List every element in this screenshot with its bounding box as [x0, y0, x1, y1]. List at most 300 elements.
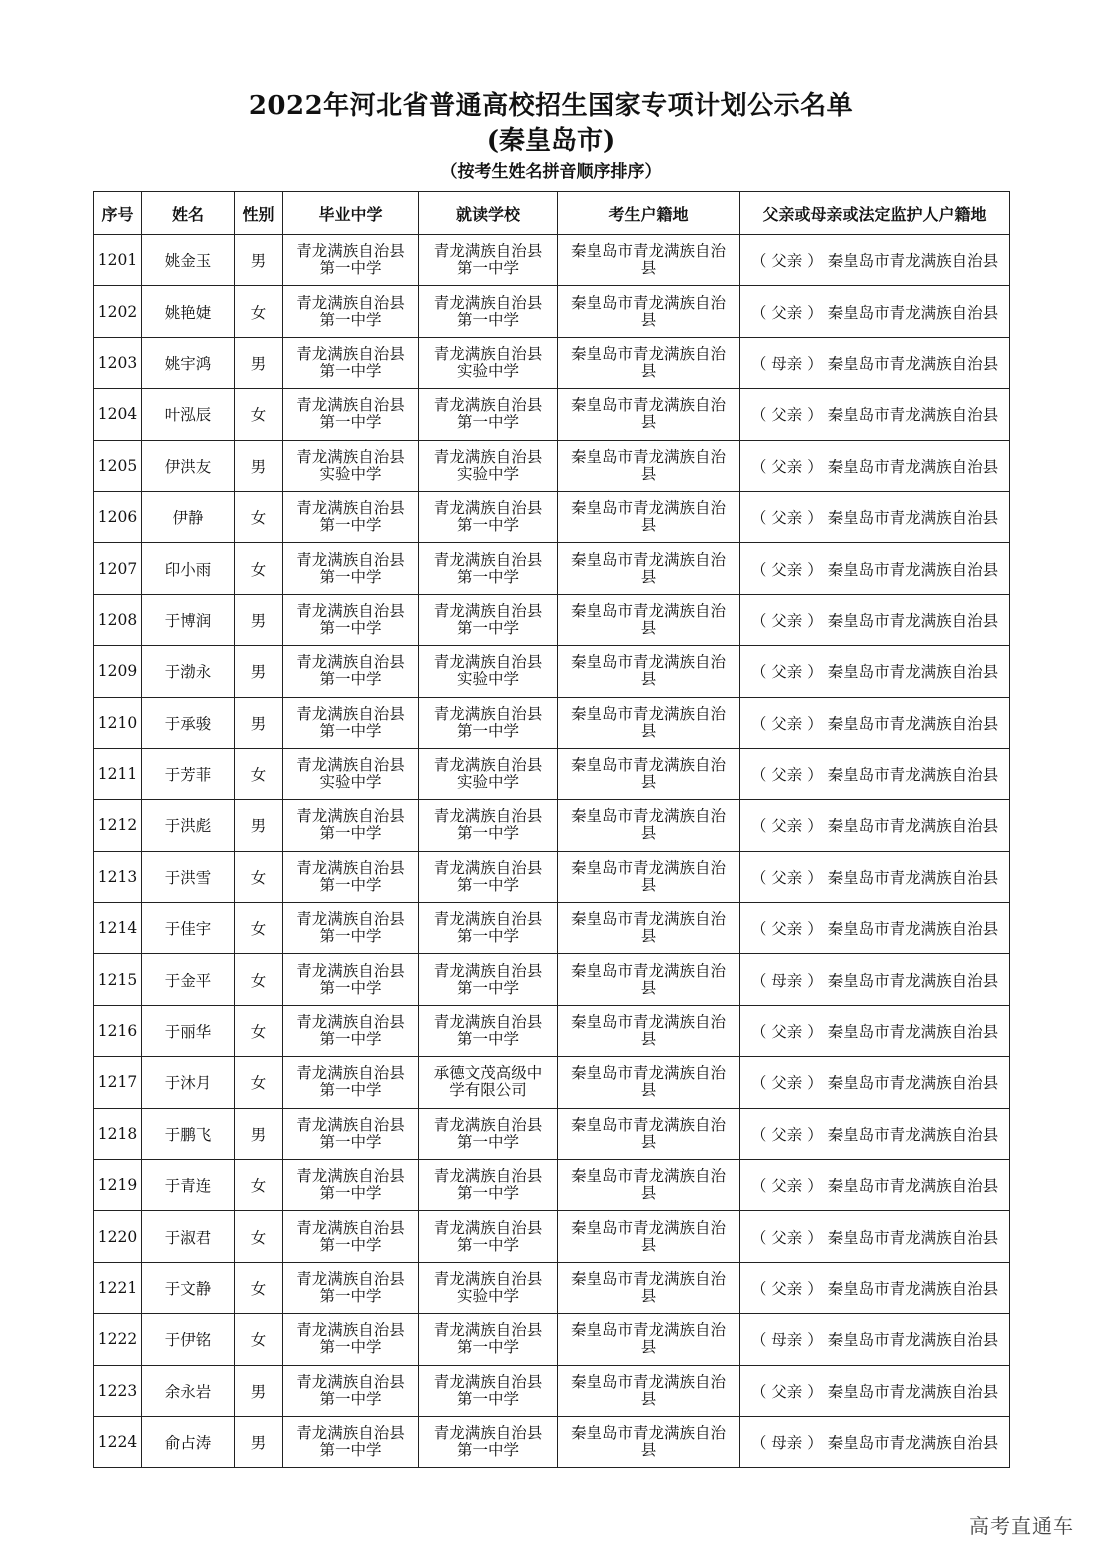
- cell-residence-line: 县: [640, 310, 657, 329]
- cell-residence: [558, 440, 740, 491]
- cell-grad-school-line: 第一中学: [319, 670, 382, 689]
- cell-current-school-line: 第一中学: [456, 259, 519, 278]
- cell-grad-school-line: 青龙满族自治县: [296, 961, 405, 980]
- cell-name: 于淑君: [142, 1211, 235, 1262]
- cell-grad-school-line: 第一中学: [319, 1030, 382, 1049]
- cell-seq: 1217: [94, 1057, 142, 1108]
- cell-residence: [558, 697, 740, 748]
- table-row: [94, 1057, 1010, 1108]
- cell-grad-school-line: 青龙满族自治县: [296, 910, 405, 929]
- cell-residence-line: 县: [640, 1030, 657, 1049]
- cell-current-school: [419, 903, 558, 954]
- cell-current-school-line: 青龙满族自治县: [433, 499, 543, 518]
- cell-gender: 男: [235, 594, 283, 645]
- cell-grad-school: [283, 851, 419, 902]
- header-gender: 性别: [235, 192, 283, 235]
- cell-current-school-line: 第一中学: [456, 567, 519, 586]
- cell-grad-school: [283, 748, 419, 799]
- cell-grad-school-line: 青龙满族自治县: [296, 447, 405, 466]
- cell-residence-line: 秦皇岛市青龙满族自治: [570, 1372, 726, 1391]
- cell-seq: 1210: [94, 697, 142, 748]
- cell-current-school: [419, 1005, 558, 1056]
- cell-current-school-line: 第一中学: [456, 824, 519, 843]
- cell-guardian-residence: （ 父亲 ） 秦皇岛市青龙满族自治县: [740, 1160, 1010, 1211]
- cell-name: 于芳菲: [142, 748, 235, 799]
- cell-residence-line: 县: [640, 670, 657, 689]
- cell-gender: 女: [235, 1314, 283, 1365]
- cell-seq: 1218: [94, 1108, 142, 1159]
- cell-grad-school: [283, 1160, 419, 1211]
- cell-current-school-line: 青龙满族自治县: [433, 1424, 543, 1443]
- table-row: [94, 800, 1010, 851]
- cell-seq: 1202: [94, 286, 142, 337]
- cell-grad-school: [283, 1416, 419, 1467]
- cell-residence: [558, 954, 740, 1005]
- cell-gender: 女: [235, 1160, 283, 1211]
- cell-current-school-line: 第一中学: [456, 978, 519, 997]
- cell-gender: 男: [235, 235, 283, 286]
- cell-current-school-line: 青龙满族自治县: [433, 704, 543, 723]
- cell-grad-school: [283, 594, 419, 645]
- cell-residence-line: 秦皇岛市青龙满族自治: [570, 344, 726, 363]
- cell-seq: 1206: [94, 491, 142, 542]
- cell-name: 于丽华: [142, 1005, 235, 1056]
- source-watermark: 高考直通车: [969, 1514, 1074, 1538]
- table-row: [94, 440, 1010, 491]
- cell-residence: [558, 903, 740, 954]
- cell-grad-school-line: 青龙满族自治县: [296, 242, 405, 261]
- cell-grad-school-line: 青龙满族自治县: [296, 1372, 405, 1391]
- cell-grad-school-line: 第一中学: [319, 978, 382, 997]
- cell-residence-line: 县: [640, 259, 657, 278]
- cell-residence: [558, 646, 740, 697]
- table-row: [94, 748, 1010, 799]
- cell-seq: 1211: [94, 748, 142, 799]
- cell-current-school-line: 实验中学: [456, 773, 519, 792]
- cell-guardian-residence: （ 父亲 ） 秦皇岛市青龙满族自治县: [740, 851, 1010, 902]
- cell-grad-school: [283, 800, 419, 851]
- cell-seq: 1214: [94, 903, 142, 954]
- cell-current-school: [419, 1057, 558, 1108]
- table-row: [94, 389, 1010, 440]
- cell-grad-school-line: 青龙满族自治县: [296, 1115, 405, 1134]
- cell-current-school-line: 第一中学: [456, 413, 519, 432]
- cell-name: 于文静: [142, 1262, 235, 1313]
- cell-name: 伊洪友: [142, 440, 235, 491]
- document-header: [0, 88, 1102, 184]
- cell-gender: 女: [235, 543, 283, 594]
- cell-current-school-line: 第一中学: [456, 618, 519, 637]
- cell-residence-line: 秦皇岛市青龙满族自治: [570, 1321, 726, 1340]
- page-subtitle: (秦皇岛市): [486, 126, 616, 156]
- table-row: [94, 1108, 1010, 1159]
- cell-current-school: [419, 1365, 558, 1416]
- cell-gender: 女: [235, 851, 283, 902]
- cell-grad-school-line: 第一中学: [319, 927, 382, 946]
- cell-residence-line: 秦皇岛市青龙满族自治: [570, 499, 726, 518]
- cell-gender: 女: [235, 1262, 283, 1313]
- cell-residence-line: 秦皇岛市青龙满族自治: [570, 396, 726, 415]
- cell-grad-school-line: 青龙满族自治县: [296, 1064, 405, 1083]
- header-grad-school: 毕业中学: [283, 192, 419, 235]
- table-row: [94, 646, 1010, 697]
- cell-residence-line: 秦皇岛市青龙满族自治: [570, 961, 726, 980]
- cell-current-school-line: 青龙满族自治县: [433, 807, 543, 826]
- cell-seq: 1207: [94, 543, 142, 594]
- cell-seq: 1204: [94, 389, 142, 440]
- cell-current-school-line: 青龙满族自治县: [433, 1270, 543, 1288]
- cell-seq: 1223: [94, 1365, 142, 1416]
- cell-grad-school-line: 第一中学: [319, 618, 382, 637]
- cell-current-school: [419, 646, 558, 697]
- cell-grad-school: [283, 286, 419, 337]
- cell-gender: 男: [235, 440, 283, 491]
- cell-residence-line: 县: [640, 927, 657, 946]
- table-row: [94, 1365, 1010, 1416]
- cell-grad-school: [283, 440, 419, 491]
- cell-seq: 1224: [94, 1416, 142, 1467]
- cell-grad-school-line: 青龙满族自治县: [296, 293, 405, 312]
- cell-grad-school: [283, 337, 419, 388]
- cell-current-school: [419, 1108, 558, 1159]
- cell-name: 印小雨: [142, 543, 235, 594]
- table-row: [94, 1005, 1010, 1056]
- cell-seq: 1222: [94, 1314, 142, 1365]
- cell-current-school: [419, 594, 558, 645]
- cell-residence-line: 秦皇岛市青龙满族自治: [570, 704, 726, 723]
- cell-grad-school-line: 第一中学: [319, 1287, 382, 1305]
- cell-gender: 男: [235, 697, 283, 748]
- cell-residence: [558, 491, 740, 542]
- cell-residence-line: 县: [640, 721, 657, 740]
- cell-current-school-line: 青龙满族自治县: [433, 1218, 543, 1237]
- cell-gender: 女: [235, 748, 283, 799]
- cell-current-school-line: 第一中学: [456, 1441, 519, 1460]
- cell-guardian-residence: （ 父亲 ） 秦皇岛市青龙满族自治县: [740, 1211, 1010, 1262]
- cell-grad-school-line: 青龙满族自治县: [296, 704, 405, 723]
- cell-seq: 1216: [94, 1005, 142, 1056]
- cell-name: 于佳宇: [142, 903, 235, 954]
- cell-residence: [558, 543, 740, 594]
- cell-seq: 1208: [94, 594, 142, 645]
- cell-residence-line: 县: [640, 361, 657, 380]
- cell-grad-school-line: 第一中学: [319, 1338, 382, 1357]
- roster-table: [93, 191, 1010, 1468]
- cell-current-school-line: 第一中学: [456, 875, 519, 894]
- table-row: [94, 1160, 1010, 1211]
- cell-residence: [558, 1211, 740, 1262]
- cell-current-school: [419, 1262, 558, 1313]
- cell-name: 于伊铭: [142, 1314, 235, 1365]
- cell-guardian-residence: （ 父亲 ） 秦皇岛市青龙满族自治县: [740, 286, 1010, 337]
- cell-guardian-residence: （ 父亲 ） 秦皇岛市青龙满族自治县: [740, 1057, 1010, 1108]
- cell-guardian-residence: （ 父亲 ） 秦皇岛市青龙满族自治县: [740, 903, 1010, 954]
- cell-residence-line: 秦皇岛市青龙满族自治: [570, 601, 726, 620]
- cell-seq: 1221: [94, 1262, 142, 1313]
- cell-seq: 1203: [94, 337, 142, 388]
- cell-guardian-residence: （ 父亲 ） 秦皇岛市青龙满族自治县: [740, 1108, 1010, 1159]
- cell-residence-line: 秦皇岛市青龙满族自治: [570, 756, 726, 775]
- cell-guardian-residence: （ 父亲 ） 秦皇岛市青龙满族自治县: [740, 646, 1010, 697]
- cell-grad-school-line: 青龙满族自治县: [296, 1218, 405, 1237]
- cell-residence-line: 县: [640, 516, 657, 535]
- cell-gender: 男: [235, 646, 283, 697]
- cell-name: 于洪雪: [142, 851, 235, 902]
- cell-gender: 女: [235, 954, 283, 1005]
- cell-current-school-line: 第一中学: [456, 310, 519, 329]
- cell-name: 于博润: [142, 594, 235, 645]
- cell-gender: 女: [235, 1057, 283, 1108]
- cell-current-school-line: 实验中学: [456, 361, 519, 380]
- cell-current-school-line: 实验中学: [456, 670, 519, 689]
- cell-grad-school-line: 青龙满族自治县: [296, 550, 405, 569]
- cell-current-school-line: 青龙满族自治县: [433, 1013, 543, 1032]
- cell-current-school-line: 第一中学: [456, 721, 519, 740]
- cell-current-school-line: 青龙满族自治县: [433, 550, 543, 569]
- table-row: [94, 286, 1010, 337]
- cell-residence-line: 秦皇岛市青龙满族自治: [570, 1424, 726, 1443]
- cell-current-school: [419, 748, 558, 799]
- cell-grad-school-line: 青龙满族自治县: [296, 344, 405, 363]
- cell-residence-line: 县: [640, 1287, 657, 1305]
- cell-grad-school: [283, 697, 419, 748]
- cell-residence-line: 秦皇岛市青龙满族自治: [570, 242, 726, 261]
- cell-grad-school-line: 第一中学: [319, 413, 382, 432]
- cell-residence: [558, 1005, 740, 1056]
- cell-gender: 女: [235, 903, 283, 954]
- cell-grad-school-line: 青龙满族自治县: [296, 756, 405, 775]
- table-row: [94, 954, 1010, 1005]
- table-row: [94, 851, 1010, 902]
- cell-grad-school-line: 第一中学: [319, 259, 382, 278]
- cell-residence-line: 县: [640, 824, 657, 843]
- cell-grad-school-line: 第一中学: [319, 310, 382, 329]
- cell-guardian-residence: （ 父亲 ） 秦皇岛市青龙满族自治县: [740, 748, 1010, 799]
- cell-residence-line: 县: [640, 1132, 657, 1151]
- cell-residence-line: 秦皇岛市青龙满族自治: [570, 807, 726, 826]
- cell-current-school: [419, 235, 558, 286]
- cell-gender: 女: [235, 1005, 283, 1056]
- cell-name: 于渤永: [142, 646, 235, 697]
- cell-seq: 1205: [94, 440, 142, 491]
- cell-residence: [558, 389, 740, 440]
- cell-residence: [558, 851, 740, 902]
- cell-guardian-residence: （ 母亲 ） 秦皇岛市青龙满族自治县: [740, 337, 1010, 388]
- cell-grad-school: [283, 1005, 419, 1056]
- cell-guardian-residence: （ 父亲 ） 秦皇岛市青龙满族自治县: [740, 543, 1010, 594]
- cell-name: 伊静: [142, 491, 235, 542]
- cell-current-school: [419, 851, 558, 902]
- cell-residence-line: 秦皇岛市青龙满族自治: [570, 447, 726, 466]
- cell-grad-school-line: 青龙满族自治县: [296, 1424, 405, 1443]
- cell-grad-school-line: 青龙满族自治县: [296, 1321, 405, 1340]
- roster-body: [94, 235, 1010, 1468]
- cell-current-school-line: 青龙满族自治县: [433, 1372, 543, 1391]
- cell-current-school-line: 青龙满族自治县: [433, 242, 543, 261]
- cell-residence-line: 县: [640, 567, 657, 586]
- cell-gender: 男: [235, 1416, 283, 1467]
- cell-guardian-residence: （ 父亲 ） 秦皇岛市青龙满族自治县: [740, 440, 1010, 491]
- cell-seq: 1213: [94, 851, 142, 902]
- cell-current-school-line: 青龙满族自治县: [433, 601, 543, 620]
- cell-current-school-line: 第一中学: [456, 927, 519, 946]
- cell-grad-school: [283, 1057, 419, 1108]
- cell-name: 姚艳婕: [142, 286, 235, 337]
- cell-grad-school: [283, 903, 419, 954]
- cell-name: 姚宇鸿: [142, 337, 235, 388]
- cell-name: 叶泓辰: [142, 389, 235, 440]
- cell-gender: 女: [235, 491, 283, 542]
- cell-grad-school-line: 青龙满族自治县: [296, 858, 405, 877]
- cell-name: 于金平: [142, 954, 235, 1005]
- cell-residence: [558, 286, 740, 337]
- cell-grad-school-line: 第一中学: [319, 1184, 382, 1203]
- cell-grad-school-line: 第一中学: [319, 1235, 382, 1254]
- cell-grad-school-line: 实验中学: [319, 773, 382, 792]
- cell-grad-school-line: 青龙满族自治县: [296, 499, 405, 518]
- cell-current-school: [419, 697, 558, 748]
- cell-current-school: [419, 440, 558, 491]
- cell-residence-line: 县: [640, 464, 657, 483]
- cell-grad-school-line: 青龙满族自治县: [296, 396, 405, 415]
- header-seq: 序号: [94, 192, 142, 235]
- cell-grad-school: [283, 1211, 419, 1262]
- cell-guardian-residence: （ 父亲 ） 秦皇岛市青龙满族自治县: [740, 697, 1010, 748]
- cell-residence-line: 县: [640, 1184, 657, 1203]
- cell-residence-line: 秦皇岛市青龙满族自治: [570, 1167, 726, 1186]
- cell-current-school-line: 青龙满族自治县: [433, 1115, 543, 1134]
- cell-name: 于洪彪: [142, 800, 235, 851]
- cell-current-school-line: 第一中学: [456, 1389, 519, 1408]
- table-row: [94, 1416, 1010, 1467]
- cell-residence-line: 秦皇岛市青龙满族自治: [570, 858, 726, 877]
- cell-current-school-line: 第一中学: [456, 1338, 519, 1357]
- cell-grad-school-line: 第一中学: [319, 516, 382, 535]
- table-row: [94, 337, 1010, 388]
- cell-current-school-line: 青龙满族自治县: [433, 344, 543, 363]
- cell-gender: 女: [235, 286, 283, 337]
- cell-current-school-line: 青龙满族自治县: [433, 910, 543, 929]
- cell-name: 俞占涛: [142, 1416, 235, 1467]
- cell-grad-school: [283, 389, 419, 440]
- cell-residence: [558, 594, 740, 645]
- cell-grad-school-line: 实验中学: [319, 464, 382, 483]
- cell-grad-school-line: 青龙满族自治县: [296, 1013, 405, 1032]
- table-row: [94, 235, 1010, 286]
- cell-seq: 1209: [94, 646, 142, 697]
- cell-current-school-line: 青龙满族自治县: [433, 293, 543, 312]
- cell-residence-line: 秦皇岛市青龙满族自治: [570, 1064, 726, 1083]
- table-row: [94, 543, 1010, 594]
- cell-grad-school-line: 第一中学: [319, 1132, 382, 1151]
- cell-current-school-line: 青龙满族自治县: [433, 447, 543, 466]
- cell-grad-school: [283, 1262, 419, 1313]
- cell-residence-line: 县: [640, 1338, 657, 1357]
- table-header-row: [94, 192, 1010, 235]
- cell-gender: 男: [235, 337, 283, 388]
- cell-residence-line: 秦皇岛市青龙满族自治: [570, 910, 726, 929]
- cell-residence: [558, 337, 740, 388]
- cell-grad-school: [283, 646, 419, 697]
- cell-grad-school-line: 青龙满族自治县: [296, 653, 405, 672]
- cell-guardian-residence: （ 父亲 ） 秦皇岛市青龙满族自治县: [740, 491, 1010, 542]
- cell-current-school-line: 青龙满族自治县: [433, 1167, 543, 1186]
- cell-gender: 男: [235, 1108, 283, 1159]
- cell-gender: 男: [235, 1365, 283, 1416]
- cell-grad-school-line: 青龙满族自治县: [296, 1270, 405, 1288]
- cell-residence: [558, 1416, 740, 1467]
- table-row: [94, 903, 1010, 954]
- cell-current-school-line: 第一中学: [456, 516, 519, 535]
- cell-current-school: [419, 1211, 558, 1262]
- cell-grad-school: [283, 543, 419, 594]
- cell-name: 于青连: [142, 1160, 235, 1211]
- cell-name: 于鹏飞: [142, 1108, 235, 1159]
- cell-guardian-residence: （ 父亲 ） 秦皇岛市青龙满族自治县: [740, 389, 1010, 440]
- cell-residence: [558, 1262, 740, 1313]
- header-current-school: 就读学校: [419, 192, 558, 235]
- cell-residence: [558, 235, 740, 286]
- cell-name: 姚金玉: [142, 235, 235, 286]
- cell-guardian-residence: （ 父亲 ） 秦皇岛市青龙满族自治县: [740, 235, 1010, 286]
- cell-current-school-line: 青龙满族自治县: [433, 858, 543, 877]
- cell-residence-line: 县: [640, 1389, 657, 1408]
- cell-grad-school: [283, 954, 419, 1005]
- cell-seq: 1215: [94, 954, 142, 1005]
- cell-current-school: [419, 389, 558, 440]
- cell-residence-line: 秦皇岛市青龙满族自治: [570, 1013, 726, 1032]
- table-row: [94, 1314, 1010, 1365]
- sort-note: （按考生姓名拼音顺序排序）: [440, 162, 662, 182]
- cell-residence-line: 县: [640, 1441, 657, 1460]
- cell-grad-school: [283, 235, 419, 286]
- cell-current-school-line: 青龙满族自治县: [433, 396, 543, 415]
- cell-current-school-line: 第一中学: [456, 1030, 519, 1049]
- cell-guardian-residence: （ 父亲 ） 秦皇岛市青龙满族自治县: [740, 1005, 1010, 1056]
- cell-current-school-line: 青龙满族自治县: [433, 1321, 543, 1340]
- cell-current-school: [419, 491, 558, 542]
- table-row: [94, 491, 1010, 542]
- cell-current-school-line: 实验中学: [456, 464, 519, 483]
- cell-grad-school-line: 第一中学: [319, 824, 382, 843]
- cell-gender: 男: [235, 800, 283, 851]
- header-guardian-residence: 父亲或母亲或法定监护人户籍地: [740, 192, 1010, 235]
- cell-grad-school-line: 第一中学: [319, 1389, 382, 1408]
- cell-seq: 1219: [94, 1160, 142, 1211]
- cell-current-school: [419, 543, 558, 594]
- cell-residence-line: 秦皇岛市青龙满族自治: [570, 653, 726, 672]
- page-title: 2022年河北省普通高校招生国家专项计划公示名单: [248, 91, 854, 121]
- cell-residence-line: 秦皇岛市青龙满族自治: [570, 293, 726, 312]
- header-name: 姓名: [142, 192, 235, 235]
- cell-grad-school-line: 青龙满族自治县: [296, 807, 405, 826]
- cell-current-school-line: 第一中学: [456, 1235, 519, 1254]
- cell-current-school-line: 青龙满族自治县: [433, 961, 543, 980]
- cell-grad-school-line: 第一中学: [319, 721, 382, 740]
- cell-current-school: [419, 337, 558, 388]
- cell-grad-school-line: 青龙满族自治县: [296, 1167, 405, 1186]
- cell-grad-school: [283, 1365, 419, 1416]
- cell-seq: 1201: [94, 235, 142, 286]
- cell-current-school-line: 青龙满族自治县: [433, 653, 543, 672]
- cell-guardian-residence: （ 父亲 ） 秦皇岛市青龙满族自治县: [740, 594, 1010, 645]
- cell-residence-line: 县: [640, 413, 657, 432]
- cell-current-school-line: 青龙满族自治县: [433, 756, 543, 775]
- table-row: [94, 1211, 1010, 1262]
- cell-residence: [558, 1160, 740, 1211]
- cell-name: 于承骏: [142, 697, 235, 748]
- cell-residence: [558, 800, 740, 851]
